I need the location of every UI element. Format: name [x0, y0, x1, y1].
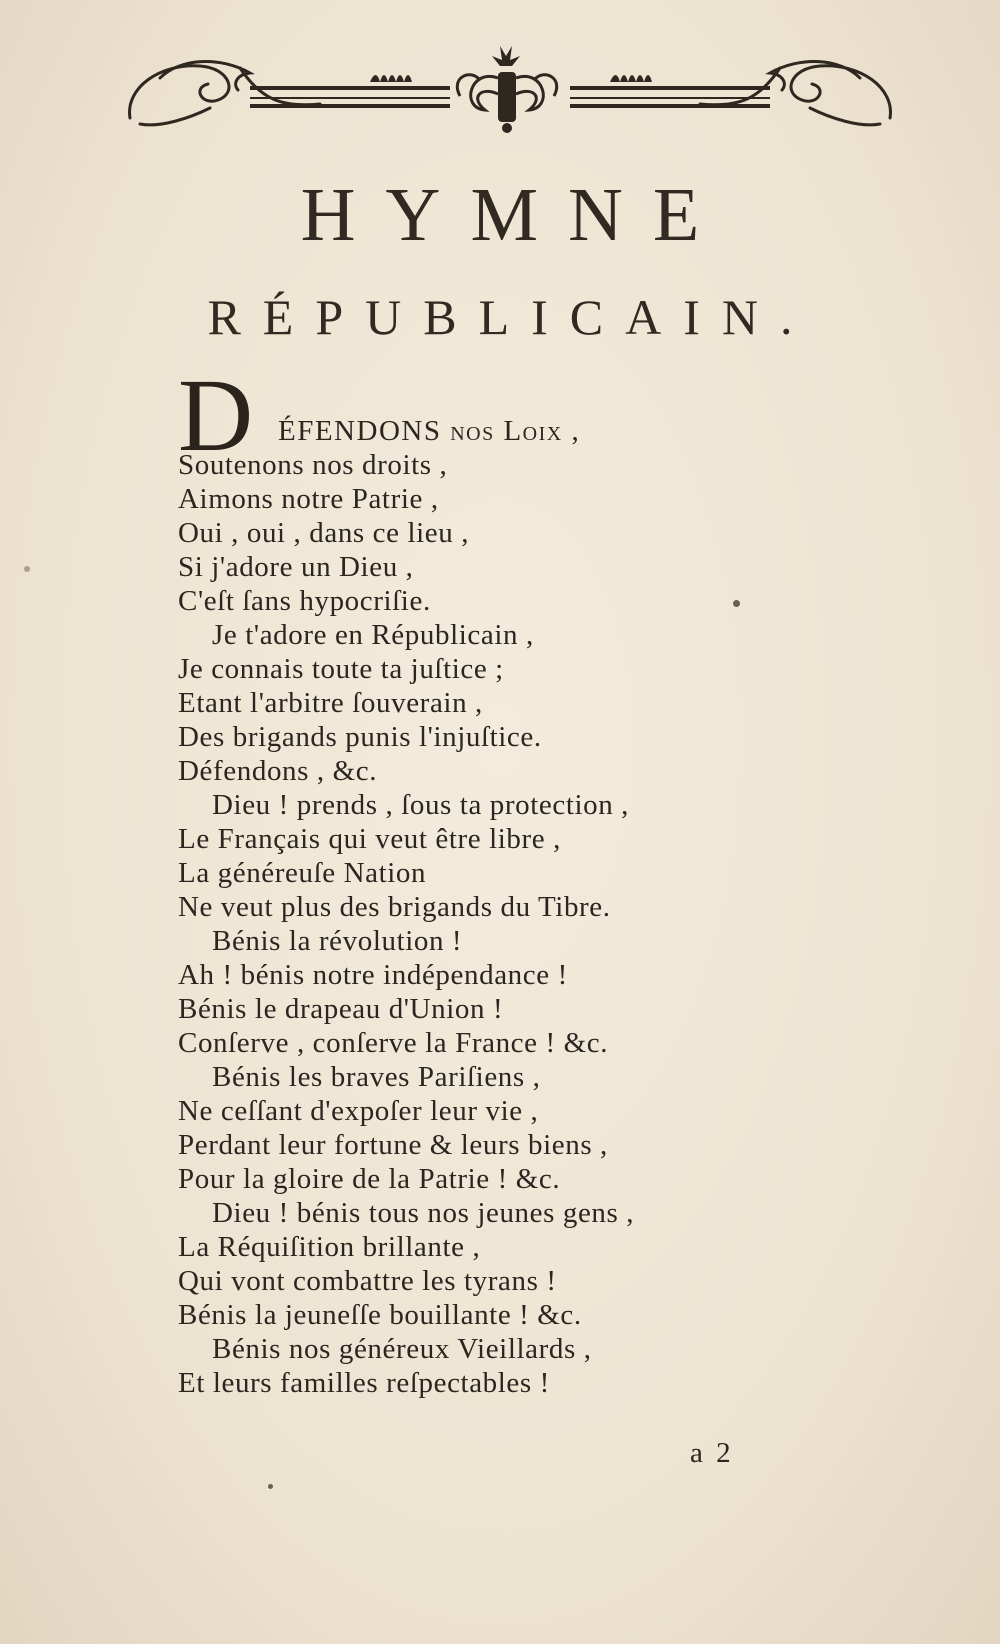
signature-mark: a 2: [690, 1437, 734, 1469]
poem-line: Dieu ! prends , ſous ta protection ,: [212, 789, 630, 821]
poem-line: Soutenons nos droits ,: [178, 449, 448, 481]
poem-line: Perdant leur fortune & leurs biens ,: [178, 1129, 608, 1161]
poem-line: Si j'adore un Dieu ,: [178, 551, 414, 583]
ink-speck: [24, 566, 30, 572]
poem-line: Des brigands punis l'injuſtice.: [178, 721, 542, 753]
page-title: HYMNE: [300, 173, 730, 257]
page-subtitle: RÉPUBLICAIN.: [207, 289, 815, 345]
poem-line: Bénis les braves Pariſiens ,: [212, 1061, 541, 1093]
poem-line: La généreuſe Nation: [178, 857, 427, 889]
poem-line: Dieu ! bénis tous nos jeunes gens ,: [212, 1197, 635, 1229]
poem-line: Bénis la révolution !: [212, 925, 463, 957]
poem-line: Pour la gloire de la Patrie ! &c.: [178, 1163, 561, 1195]
poem-line: Et leurs familles reſpectables !: [178, 1367, 550, 1399]
poem-line: Défendons , &c.: [178, 755, 378, 787]
poem-line: ÉFENDONS nos Loix ,: [278, 415, 581, 447]
poem-line: Le Français qui veut être libre ,: [178, 823, 561, 855]
ink-speck: [733, 600, 740, 607]
drop-cap: D: [178, 358, 254, 473]
poem-line: Je t'adore en Républicain ,: [212, 619, 534, 651]
poem-line: La Réquiſition brillante ,: [178, 1231, 481, 1263]
poem-line: Ne ceſſant d'expoſer leur vie ,: [178, 1095, 539, 1127]
headpiece-ornament-icon: [120, 38, 900, 138]
poem-line: Etant l'arbitre ſouverain ,: [178, 687, 483, 719]
poem-line: Je connais toute ta juſtice ;: [178, 653, 504, 685]
poem-line: Conſerve , conſerve la France ! &c.: [178, 1027, 609, 1059]
ink-speck: [268, 1484, 273, 1489]
poem-line: Oui , oui , dans ce lieu ,: [178, 517, 470, 549]
poem-line: C'eſt ſans hypocriſie.: [178, 585, 431, 617]
poem-line: Bénis le drapeau d'Union !: [178, 993, 504, 1025]
poem-line: Bénis la jeuneſſe bouillante ! &c.: [178, 1299, 582, 1331]
poem-line: Qui vont combattre les tyrans !: [178, 1265, 557, 1297]
poem-line: Ah ! bénis notre indépendance !: [178, 959, 568, 991]
poem-line: Ne veut plus des brigands du Tibre.: [178, 891, 611, 923]
poem-line: Aimons notre Patrie ,: [178, 483, 439, 515]
poem-text: [178, 358, 918, 1400]
poem-line: Bénis nos généreux Vieillards ,: [212, 1333, 592, 1365]
